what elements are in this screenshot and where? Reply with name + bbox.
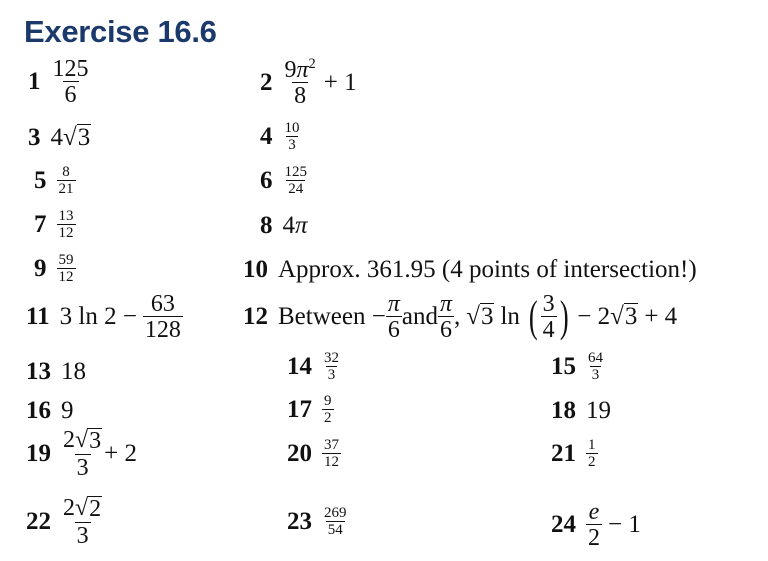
answer-17 <box>287 394 334 426</box>
fraction: $\frac{64}{3}$ <box>588 350 603 383</box>
answer-2 <box>260 57 357 108</box>
answer-number: 2 <box>260 68 273 96</box>
answer-number: 13 <box>26 358 51 385</box>
answer-number: 24 <box>551 511 576 538</box>
answer-7 <box>34 209 76 241</box>
fraction: $\frac{e}{2}$ <box>588 499 600 551</box>
answer-number: 20 <box>287 440 312 467</box>
answer-22 <box>26 496 104 548</box>
answer-number: 9 <box>34 255 47 282</box>
fraction: 2 √ 3 3 <box>63 427 102 482</box>
radical: √ 3 <box>466 303 494 330</box>
answer-tail: + 1 <box>323 68 357 96</box>
answer-number: 4 <box>260 123 273 150</box>
answer-24: 24 $\frac{e}{2}$ − 1 <box>551 499 641 551</box>
answer-number: 12 <box>243 303 268 330</box>
answer-15 <box>551 351 605 383</box>
answer-12: 12 Between − $\frac{\pi}{6}$ and $\frac{\pi}{6}$ , √ 3 ln ( $\frac{3}{4}$ ) − 2 √ 3 + 4 <box>243 291 678 343</box>
answer-number: 1 <box>28 68 41 95</box>
answer-10: 10 Approx. 361.95 (4 points of intersection!) <box>243 256 697 283</box>
answer-number: 23 <box>287 508 312 535</box>
fraction: $\frac{32}{3}$ <box>324 350 339 383</box>
answer-3: 3 4 √ 3 <box>28 124 91 151</box>
fraction: $\frac{\pi}{6}$ <box>439 291 452 343</box>
fraction: $\frac{13}{12}$ <box>58 208 74 241</box>
answer-number: 16 <box>26 397 51 424</box>
answer-number: 3 <box>28 124 41 151</box>
fraction: $\frac{63}{128}$ <box>144 291 181 343</box>
answer-number: 11 <box>26 303 50 330</box>
fraction: $\frac{9\pi^2}{8}$ <box>284 56 316 109</box>
fraction: 2 √ 2 3 <box>63 495 102 550</box>
answer-number: 19 <box>26 440 51 468</box>
radical: √ 3 <box>63 124 91 151</box>
answer-4 <box>260 121 302 153</box>
fraction: $\frac{125}{24}$ <box>284 164 307 197</box>
answer-19: 19 2 √ 3 3 + 2 <box>26 427 138 482</box>
answer-number: 22 <box>26 508 51 536</box>
fraction: $\frac{269}{54}$ <box>324 505 347 538</box>
fraction: $\frac{8}{21}$ <box>58 164 74 197</box>
fraction: $\frac{9}{2}$ <box>324 393 332 426</box>
answer-21 <box>551 438 598 470</box>
answer-number: 17 <box>287 396 312 423</box>
answer-8: 8 4 π <box>260 212 308 239</box>
answer-23 <box>287 506 349 538</box>
fraction: $\frac{125}{6}$ <box>52 56 89 108</box>
page-title: Exercise 16.6 <box>24 14 217 49</box>
answer-number: 21 <box>551 440 576 467</box>
answer-18: 18 19 <box>551 397 611 424</box>
fraction: $\frac{1}{2}$ <box>588 437 596 470</box>
answer-number: 7 <box>34 211 47 238</box>
answer-20 <box>287 438 341 470</box>
answer-number: 5 <box>34 167 47 194</box>
answer-11: 11 3 ln 2 − $\frac{63}{128}$ <box>26 291 181 343</box>
fraction: $\frac{3}{4}$ <box>542 291 555 343</box>
answer-16: 16 9 <box>26 397 74 424</box>
answer-number: 6 <box>260 167 273 194</box>
fraction: $\frac{37}{12}$ <box>324 437 339 470</box>
answer-5 <box>34 165 76 197</box>
answer-13: 13 18 <box>26 358 86 385</box>
answer-number: 15 <box>551 353 576 380</box>
answer-number: 10 <box>243 256 268 283</box>
answer-number: 8 <box>260 212 273 239</box>
answer-number: 18 <box>551 397 576 424</box>
fraction: $\frac{10}{3}$ <box>284 120 300 153</box>
answer-number: 14 <box>287 353 312 380</box>
fraction: $\frac{\pi}{6}$ <box>387 291 400 343</box>
radical: √ 3 <box>610 303 638 330</box>
answer-6 <box>260 165 309 197</box>
answer-14 <box>287 351 341 383</box>
fraction: $\frac{59}{12}$ <box>58 252 74 285</box>
answer-9 <box>34 253 76 285</box>
answer-1 <box>28 57 91 107</box>
